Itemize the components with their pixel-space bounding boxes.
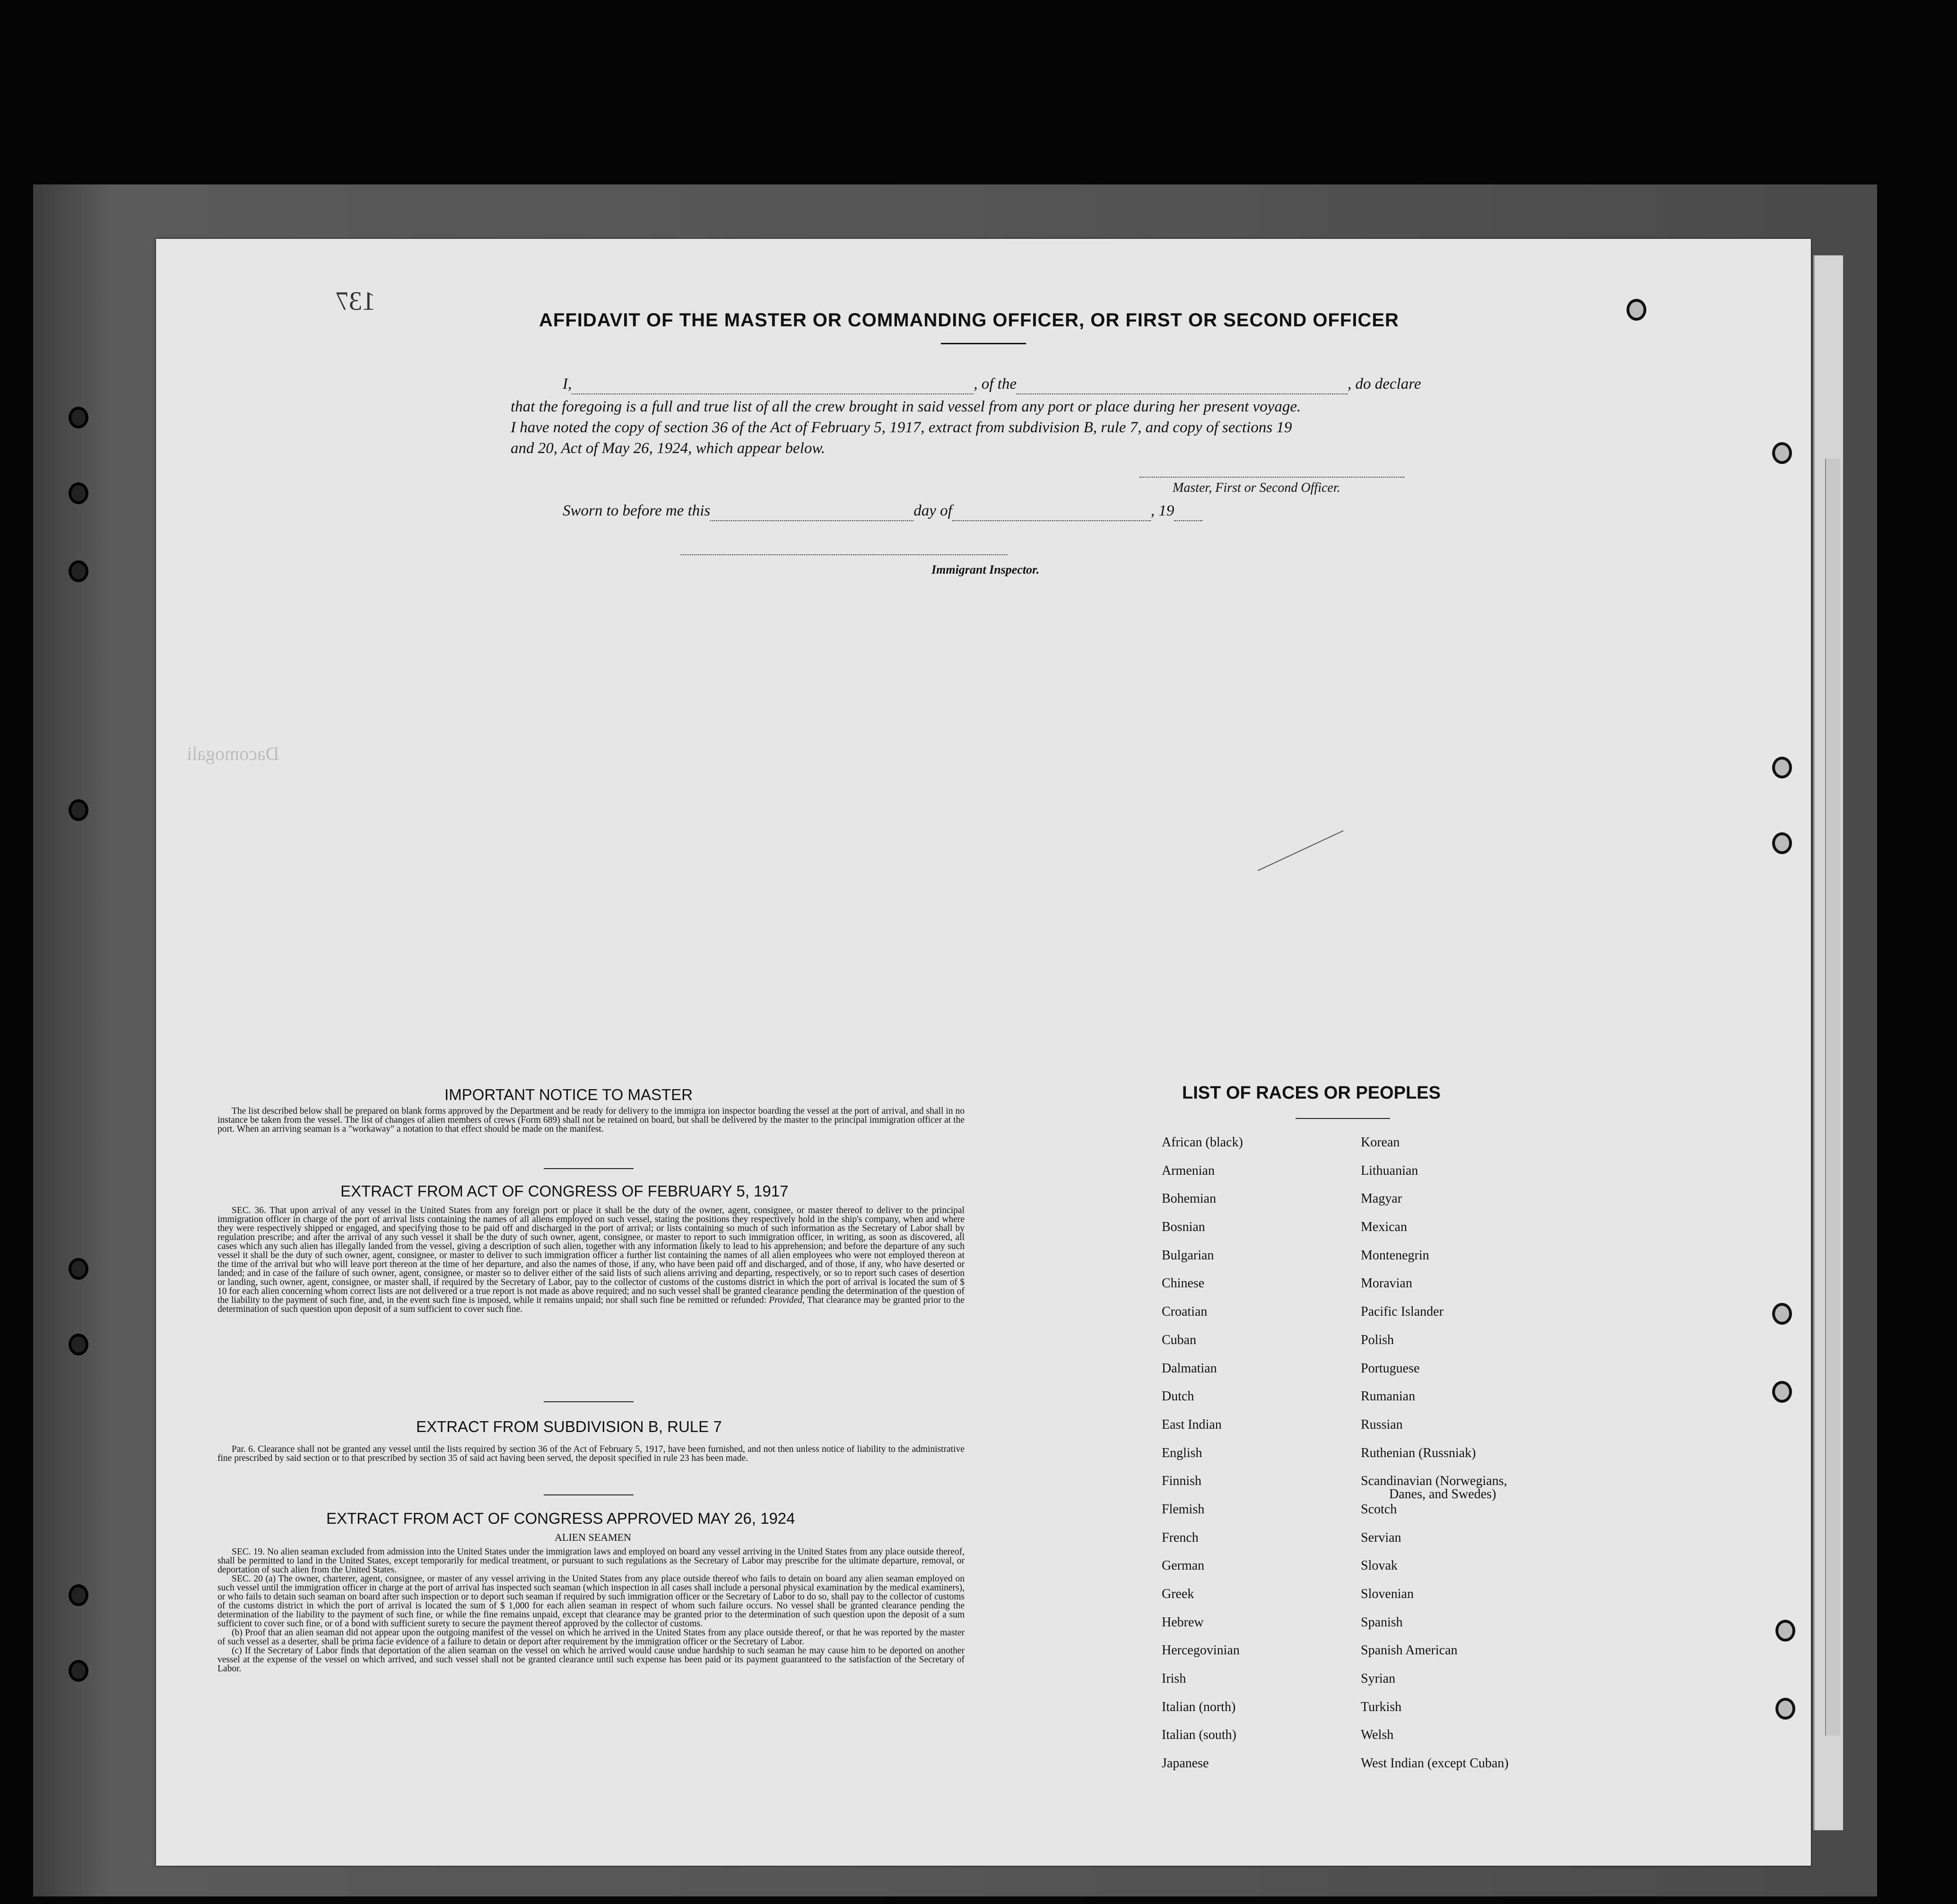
race-item: Italian (north) (1162, 1699, 1236, 1714)
page-hole (1772, 832, 1792, 854)
declaration-line-1 (563, 374, 1508, 394)
race-item: East Indian (1162, 1417, 1222, 1432)
race-item: Japanese (1162, 1756, 1209, 1771)
races-right-column (1361, 1135, 1509, 1784)
race-item (1361, 1558, 1509, 1587)
race-item: Hercegovinian (1162, 1643, 1240, 1658)
rule7-body (217, 1445, 965, 1463)
sec20a-text: SEC. 20 (a) The owner, charterer, agent, consignee, or master of any vessel arriving in the United States from any place outside thereof who fails to detain on board any alien seaman employed on such vessel until the immigration officer in charge at the port of arrival has inspected such seaman (which inspection in all cases shall include a personal physical examination by the medical examiners), or who fails to detain such seaman on board after such inspection or to deport such seaman if required by such immigration officer or the Secretary of Labor to do so, shall pay to the collector of customs of the customs district in which the port of arrival is located the sum of $ 1,000 for each alien seaman in respect of whom such failure occurs. No vessel shall be granted clearance pending the determination of the liability to the payment of such fine, or while the fine remains unpaid, except that clearance may be granted prior to the determination of such question upon the deposit of a sum sufficient to cover such fine, or of a bond with sufficient surety to secure the payment thereof approved by the collector of customs. (217, 1574, 965, 1629)
race-item: Bosnian (1162, 1220, 1205, 1235)
page-hole (1772, 1381, 1792, 1403)
race-item-label: Lithuanian (1361, 1163, 1418, 1178)
race-item-label: Turkish (1361, 1699, 1402, 1714)
declaration-line-2: that the foregoing is a full and true list of all the crew brought in said vessel from any port or place during her present voyage. (511, 398, 1301, 415)
races-left-column (1162, 1135, 1243, 1784)
declaration-line-3: I have noted the copy of section 36 of the Act of February 5, 1917, extract from subdivision B, rule 7, and copy of sections 19 (511, 419, 1292, 436)
extract-1924-heading: EXTRACT FROM ACT OF CONGRESS APPROVED MAY 26, 1924 (326, 1510, 795, 1527)
rule7-heading: EXTRACT FROM SUBDIVISION B, RULE 7 (416, 1418, 722, 1435)
race-item (1361, 1700, 1509, 1728)
races-rule (1296, 1118, 1390, 1119)
page-hole (1775, 1620, 1795, 1642)
race-item: Bohemian (1162, 1191, 1217, 1206)
declaration-of: , of the (974, 376, 1017, 393)
sec36-text: SEC. 36. That upon arrival of any vessel in the United States from any foreign port or place it shall be the duty of the owner, agent, consignee, or master thereof to deliver to the principal immigration officer in charge of the port of arrival lists containing the names of all aliens employed on such vessel, stating the positions they respectively hold in the ship's company, when and where they were respectively shipped or engaged, and specifying those to be paid off and discharged in the port of arrival; or lists containing so much of such information as the Secretary of Labor shall by regulation prescribe; and after the arrival of any such vessel it shall be the duty of such owner, agent, consignee, or master to report to such immigration officer, in writing, as soon as discovered, all cases which any such alien has illegally landed from the vessel, giving a description of such alien, together with any information likely to lead to his apprehension; and before the departure of any such vessel it shall be the duty of such owner, agent, consignee, or master to deliver to such immigration officer a further list containing the names of all alien employees who were not employed thereon at the time of the arrival but who will leave port thereon at the time of her departure, and also the names of those, if any, who have been paid off and discharged, and of those, if any, who have deserted or landed; and in case of the failure of such owner, agent, consignee, or master so to deliver either of the said lists of such aliens arriving and departing, respectively, or so to report such cases of desertion or landing, such owner, agent, consignee, or master shall, if required by the Secretary of Labor, pay to the collector of customs of the customs district in which the port of arrival is located the sum of $ 10 for each alien concerning whom correct lists are not delivered or a true report is not made as above required; and no such vessel shall be granted clearance pending the determination of the question of the liability to the payment of such fine, and, in the event such fine is imposed, while it remains unpaid; nor shall such fine be remitted or refunded: (217, 1205, 965, 1305)
binder-hole (69, 1660, 88, 1682)
race-item-label: West Indian (except Cuban) (1361, 1756, 1509, 1771)
binder-hole (69, 407, 88, 428)
race-item-label: Polish (1361, 1332, 1394, 1347)
binder-hole (69, 799, 88, 821)
race-item: Cuban (1162, 1332, 1197, 1347)
race-item (1361, 1530, 1509, 1559)
extract-1917-body (217, 1206, 965, 1314)
race-item: French (1162, 1530, 1199, 1545)
underlying-page-edge (1825, 459, 1840, 1736)
race-item-label: Spanish (1361, 1615, 1403, 1630)
page-hole (1772, 442, 1792, 464)
race-item: Dutch (1162, 1389, 1194, 1404)
race-item-label: Portuguese (1361, 1361, 1420, 1376)
sworn-month-blank[interactable] (952, 506, 1151, 521)
section-divider (544, 1494, 634, 1495)
binder-hole (69, 1584, 88, 1606)
bleed-through-handwriting: Dacomogali (187, 743, 279, 764)
race-item (1361, 1163, 1509, 1192)
race-item-label: Slovak (1361, 1558, 1398, 1573)
page-hole (1772, 1303, 1792, 1325)
title-rule (941, 343, 1026, 344)
sec36-end: That clearance may be granted prior to the determination of such question upon deposit of a sum sufficient to cover such fine. (217, 1295, 965, 1314)
sec20b-text: (b) Proof that an alien seaman did not appear upon the outgoing manifest of the vessel on which he arrived in the United States from any place outside thereof, or that he was reported by the master of such vessel as a deserter, shall be prima facie evidence of a failure to detain or deport after requirement by the immigration officer or the Secretary of Labor. (217, 1628, 965, 1647)
inspector-label: Immigrant Inspector. (931, 563, 1040, 576)
race-item-label: Servian (1361, 1530, 1401, 1545)
race-item-label: Ruthenian (Russniak) (1361, 1445, 1476, 1460)
race-item (1361, 1389, 1509, 1417)
race-item-label: Magyar (1361, 1191, 1402, 1206)
binder-hole (69, 1258, 88, 1280)
page-hole (1626, 299, 1646, 321)
race-item (1361, 1502, 1509, 1530)
name-blank[interactable] (572, 379, 974, 394)
race-item: Armenian (1162, 1163, 1215, 1178)
sworn-year-blank[interactable] (1174, 506, 1202, 521)
race-item (1361, 1361, 1509, 1389)
race-item: English (1162, 1445, 1202, 1460)
master-signature-line[interactable] (1139, 477, 1404, 478)
rule7-text: Par. 6. Clearance shall not be granted any vessel until the lists required by section 36 of the Act of February 5, 1917, have been furnished, and not then unless notice of liability to the administrative fine prescribed by said section or to that prescribed by section 35 of said act having been served, the deposit specified in rule 23 has been made. (217, 1444, 965, 1463)
inspector-signature-line[interactable] (681, 554, 1007, 555)
page-number: 137 (336, 287, 375, 316)
page-hole (1772, 757, 1792, 778)
race-item: Flemish (1162, 1502, 1205, 1517)
race-item (1361, 1135, 1509, 1163)
race-item (1361, 1304, 1509, 1333)
race-item-label: Syrian (1361, 1671, 1396, 1686)
race-item: Bulgarian (1162, 1248, 1214, 1263)
sworn-prefix: Sworn to before me this (563, 502, 711, 519)
declaration-declare: , do declare (1347, 376, 1421, 393)
extract-1924-body (217, 1547, 965, 1673)
race-item-continuation: Danes, and Swedes) (1389, 1487, 1496, 1502)
race-item: Italian (south) (1162, 1728, 1236, 1743)
race-item (1361, 1587, 1509, 1615)
alien-seamen-subheading: ALIEN SEAMEN (555, 1531, 631, 1543)
race-item-label: Mexican (1361, 1220, 1407, 1235)
declaration-i: I, (563, 376, 572, 393)
sworn-day-blank[interactable] (710, 506, 913, 521)
race-item-label: Montenegrin (1361, 1248, 1429, 1263)
master-label: Master, First or Second Officer. (1173, 480, 1340, 495)
race-item (1361, 1446, 1509, 1474)
race-item (1361, 1474, 1509, 1502)
race-item-label: Welsh (1361, 1728, 1394, 1743)
race-item: Irish (1162, 1671, 1186, 1686)
sworn-year: , 19 (1150, 502, 1174, 519)
race-item-label: Korean (1361, 1135, 1400, 1150)
race-item-label: Moravian (1361, 1276, 1412, 1291)
race-item (1361, 1276, 1509, 1304)
race-item (1361, 1643, 1509, 1671)
sworn-line (563, 500, 1508, 521)
race-item: Finnish (1162, 1474, 1202, 1489)
race-item (1361, 1728, 1509, 1756)
race-item (1361, 1756, 1509, 1784)
sworn-day-of: day of (913, 502, 952, 519)
race-item: Hebrew (1162, 1615, 1204, 1630)
notice-heading: IMPORTANT NOTICE TO MASTER (444, 1086, 693, 1103)
race-item (1361, 1191, 1509, 1220)
section-divider (544, 1168, 634, 1169)
race-item (1361, 1220, 1509, 1248)
race-item (1361, 1248, 1509, 1276)
race-item (1361, 1671, 1509, 1700)
section-divider (544, 1401, 634, 1402)
provided-text: Provided, (769, 1295, 805, 1305)
sec19-text: SEC. 19. No alien seaman excluded from admission into the United States under the immigration laws and employed on board any vessel arriving in the United States from any place outside thereof, shall be permitted to land in the United States, except temporarily for medical treatment, or pursuant to such regulations as the Secretary of Labor may prescribe for the ultimate departure, removal, or deportation of such alien from the United States. (217, 1547, 965, 1575)
race-item-label: Slovenian (1361, 1587, 1414, 1601)
race-item: African (black) (1162, 1135, 1243, 1150)
races-heading: LIST OF RACES OR PEOPLES (1182, 1083, 1441, 1103)
binder-hole (69, 482, 88, 504)
notice-text: The list described below shall be prepared on blank forms approved by the Department and be ready for delivery to the immigra ion inspector boarding the vessel at the port of arrival, and shall in no instance be taken from the vessel. The list of changes of alien members of crews (Form 689) shall not be retained on board, but shall be delivered by the master to the principal immigration officer at the port. When an arriving seaman is a "workaway" a notation to that effect should be made on the manifest. (217, 1106, 965, 1134)
race-item-label: Scotch (1361, 1502, 1397, 1517)
race-item (1361, 1615, 1509, 1643)
vessel-blank[interactable] (1017, 379, 1348, 394)
race-item-label: Pacific Islander (1361, 1304, 1444, 1319)
binder-hole (69, 1334, 88, 1355)
page-hole (1775, 1698, 1795, 1720)
race-item: German (1162, 1558, 1205, 1573)
race-item: Dalmatian (1162, 1361, 1217, 1376)
sec20c-text: (c) If the Secretary of Labor finds that deportation of the alien seaman on the vessel on which he arrived would cause undue hardship to such seaman he may cause him to be deported on another vessel at the expense of the vessel on which arrived, and such vessel shall not be granted clearance until such expense has been paid or its payment guaranteed to the satisfaction of the Secretary of Labor. (217, 1646, 965, 1674)
race-item: Chinese (1162, 1276, 1205, 1291)
race-item: Greek (1162, 1587, 1194, 1601)
extract-1917-heading: EXTRACT FROM ACT OF CONGRESS OF FEBRUARY 5, 1917 (340, 1182, 789, 1200)
race-item-label: Spanish American (1361, 1643, 1458, 1658)
race-item (1361, 1333, 1509, 1361)
declaration-line-4: and 20, Act of May 26, 1924, which appear below. (511, 440, 826, 457)
race-item-label: Rumanian (1361, 1389, 1416, 1404)
race-item-label: Russian (1361, 1417, 1403, 1432)
race-item-label: Scandinavian (Norwegians, (1361, 1474, 1507, 1489)
binder-hole (69, 560, 88, 582)
notice-body (217, 1107, 965, 1134)
race-item: Croatian (1162, 1304, 1208, 1319)
affidavit-title: AFFIDAVIT OF THE MASTER OR COMMANDING OFFICER, OR FIRST OR SECOND OFFICER (539, 310, 1399, 331)
race-item (1361, 1417, 1509, 1446)
